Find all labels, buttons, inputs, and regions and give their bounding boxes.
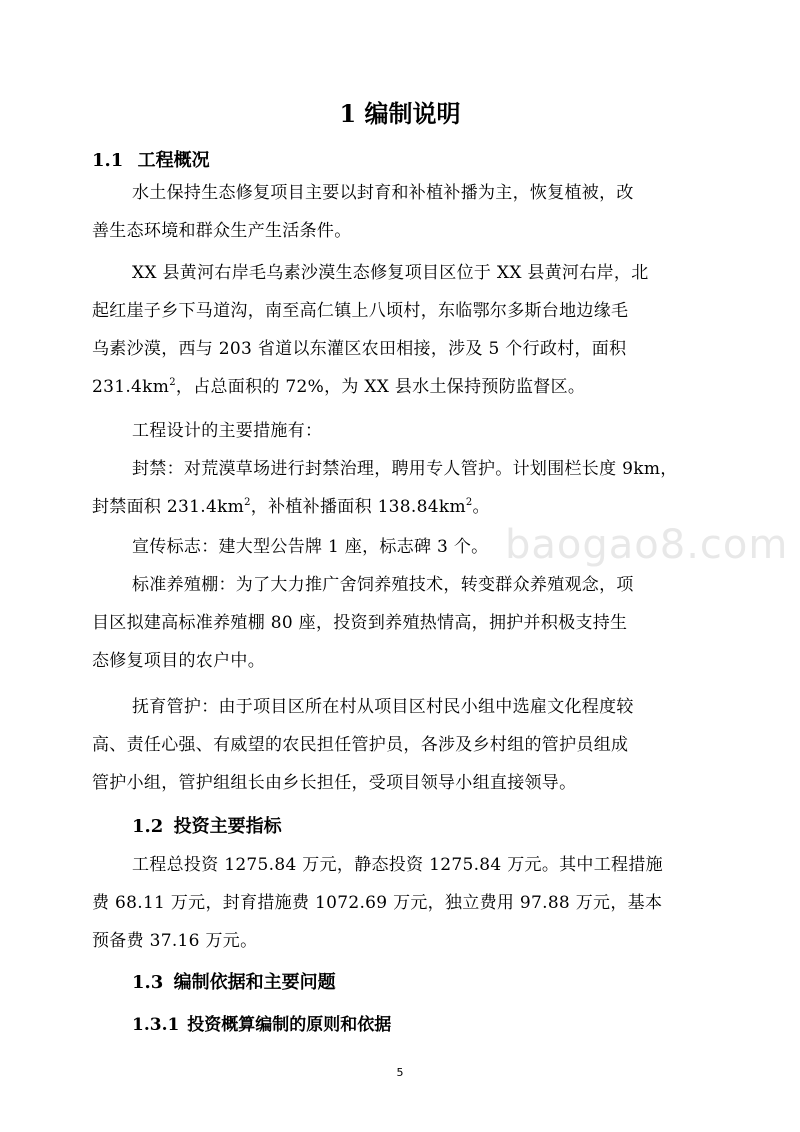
section-heading-1-3-1 xyxy=(132,1010,391,1035)
text-span: ，补植补播面积 138.84km xyxy=(250,497,466,517)
text-line: XX 县黄河右岸毛乌素沙漠生态修复项目区位于 XX 县黄河右岸，北 xyxy=(132,263,649,283)
text-span: ，占总面积的 72%，为 XX 县水土保持预防监督区。 xyxy=(175,377,586,397)
text-line xyxy=(92,488,716,526)
paragraph-investment xyxy=(92,846,716,960)
paragraph-breeding-sheds xyxy=(92,566,716,680)
paragraph-location xyxy=(92,254,716,406)
section-number: 1.3 xyxy=(132,972,164,993)
paragraph-overview xyxy=(92,174,716,250)
text-line: 费 68.11 万元，封育措施费 1072.69 万元，独立费用 97.88 万元，基本 xyxy=(92,893,663,913)
section-number: 1.3.1 xyxy=(132,1015,180,1035)
section-heading-1-3 xyxy=(132,968,336,994)
superscript: 2 xyxy=(169,377,176,388)
text-line: 工程设计的主要措施有： xyxy=(132,421,323,441)
paragraph-enclosure xyxy=(92,450,716,526)
text-line: 宣传标志：建大型公告牌 1 座，标志碑 3 个。 xyxy=(132,537,489,557)
text-line: 抚育管护：由于项目区所在村从项目区村民小组中选雇文化程度较 xyxy=(132,697,634,717)
area-value: 231.4km xyxy=(92,377,170,397)
section-number: 1.2 xyxy=(132,816,164,837)
text-span: 。 xyxy=(472,497,490,517)
section-title: 工程概况 xyxy=(137,150,210,171)
text-line: 目区拟建高标准养殖棚 80 座，投资到养殖热情高，拥护并积极支持生 xyxy=(92,613,628,633)
paragraph-signage xyxy=(92,528,716,566)
text-line: 预备费 37.16 万元。 xyxy=(92,931,258,951)
superscript: 2 xyxy=(244,497,251,508)
text-line: 态修复项目的农户中。 xyxy=(92,651,265,671)
text-line: 乌素沙漠，西与 203 省道以东灌区农田相接，涉及 5 个行政村，面积 xyxy=(92,339,627,359)
text-line: 高、责任心强、有威望的农民担任管护员，各涉及乡村组的管护员组成 xyxy=(92,735,629,755)
text-line: 水土保持生态修复项目主要以封育和补植补播为主，恢复植被，改 xyxy=(132,183,634,203)
text-line: 工程总投资 1275.84 万元，静态投资 1275.84 万元。其中工程措施 xyxy=(132,855,663,875)
text-line: 管护小组，管护组组长由乡长担任，受项目领导小组直接领导。 xyxy=(92,773,577,793)
section-title: 编制依据和主要问题 xyxy=(173,972,336,993)
superscript: 2 xyxy=(465,497,473,508)
page-title: 1 编制说明 xyxy=(339,99,461,128)
paragraph-measures-intro xyxy=(92,412,716,450)
section-title: 投资主要指标 xyxy=(173,816,282,837)
section-heading-1-1 xyxy=(92,146,210,172)
text-line xyxy=(92,368,716,406)
page-number: 5 xyxy=(396,1066,404,1079)
section-number: 1.1 xyxy=(92,150,124,171)
text-span: 封禁面积 231.4km xyxy=(92,497,245,517)
section-title: 投资概算编制的原则和依据 xyxy=(187,1015,392,1035)
text-line: 起红崖子乡下马道沟，南至高仁镇上八顷村，东临鄂尔多斯台地边缘毛 xyxy=(92,301,629,321)
watermark: baogao8.com xyxy=(505,522,789,568)
text-line: 标准养殖棚：为了大力推广舍饲养殖技术，转变群众养殖观念，项 xyxy=(132,575,634,595)
text-line: 封禁：对荒漠草场进行封禁治理，聘用专人管护。计划围栏长度 9km， xyxy=(132,459,678,479)
section-heading-1-2 xyxy=(132,812,282,838)
paragraph-management xyxy=(92,688,716,802)
text-line: 善生态环境和群众生产生活条件。 xyxy=(92,221,352,241)
